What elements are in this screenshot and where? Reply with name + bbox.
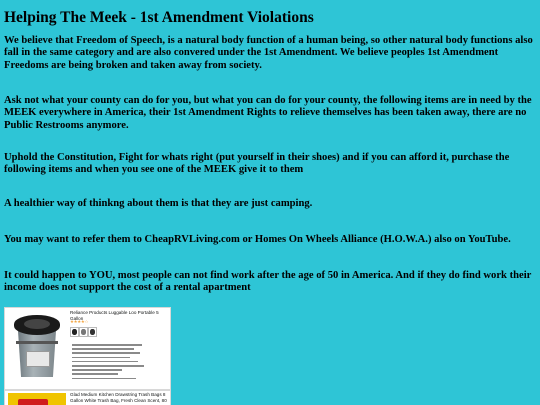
bullet-line: [72, 344, 142, 346]
paragraph-could-happen: It could happen to YOU, most people can not find work after the age of 50 in America. And if they do find work their income does not support the cost of a rental apartment: [4, 270, 532, 294]
paragraph-refer: You may want to refer them to CheapRVLiving.com or Homes On Wheels Alliance (H.O.W.A.) also on YouTube.: [4, 234, 511, 245]
bucket-lid-hole: [24, 319, 50, 329]
trash-bag-box-logo: [18, 399, 48, 405]
feature-bullets: [72, 344, 144, 382]
bucket-rim: [16, 341, 58, 344]
paragraph-ask-not: Ask not what your county can do for you, but what you can do for your county, the following items are in need by the MEEK everywhere in America, their 1st Amendment Rights to relieve themselves has been taken away, there are no Public Restrooms anymore.: [4, 95, 532, 131]
paragraph-uphold-constitution: Uphold the Constitution, Fight for whats right (put yourself in their shoes) and if you can afford it, purchase the following items and when you see one of the MEEK give it to them: [4, 152, 510, 176]
bullet-line: [72, 361, 138, 363]
bullet-line: [72, 348, 134, 350]
bullet-line: [72, 369, 122, 371]
trash-bag-box-icon[interactable]: [8, 393, 66, 405]
bullet-line: [72, 378, 136, 380]
bullet-line: [72, 365, 144, 367]
bucket-toilet-icon[interactable]: [8, 311, 66, 387]
page-title: Helping The Meek - 1st Amendment Violations: [4, 9, 314, 26]
swatch-dark[interactable]: [88, 327, 97, 337]
paragraph-camping: A healthier way of thinkng about them is that they are just camping.: [4, 198, 313, 209]
bucket-label: [26, 351, 50, 367]
paragraph-free-speech: We believe that Freedom of Speech, is a natural body function of a human being, so other natural body functions also fall in the same category and are also convered under the 1st Amendment. We believe peoples 1st Amendment Freedoms are being broken and taken away from society.: [4, 35, 533, 71]
product-card-luggable-loo[interactable]: [4, 307, 171, 390]
swatch-gray[interactable]: [79, 327, 88, 337]
product-title[interactable]: Reliance Products Luggable Loo Portable 5 Gallon: [70, 310, 159, 321]
bullet-line: [72, 352, 140, 354]
bullet-line: [72, 357, 130, 359]
bullet-line: [72, 373, 118, 375]
product-card-glad-trash-bags[interactable]: [4, 390, 171, 405]
star-rating-icon[interactable]: ★★★★☆: [70, 320, 89, 325]
product-title[interactable]: Glad Medium Kitchen Drawstring Trash Bags 8 Gallon White Trash Bag, Fresh Clean Scent, 80: [70, 392, 167, 403]
swatch-black[interactable]: [70, 327, 79, 337]
